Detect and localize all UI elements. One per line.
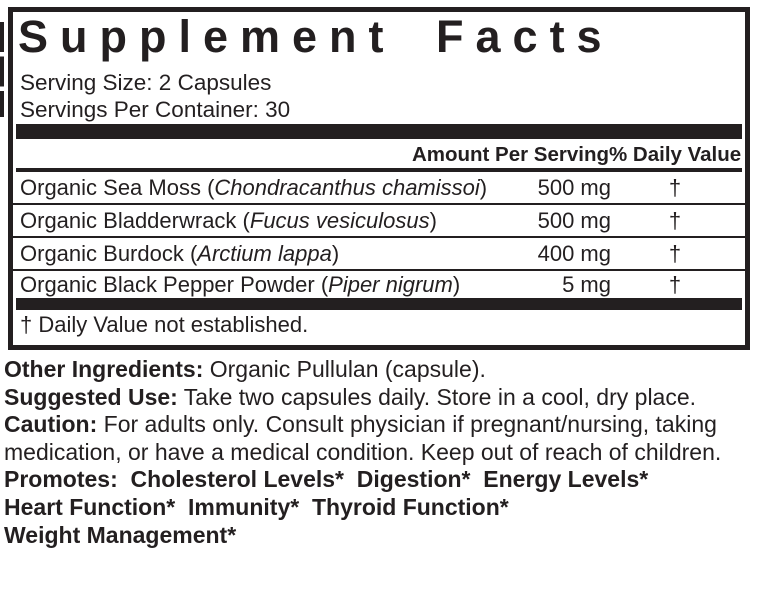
thick-divider-top [16, 124, 742, 139]
panel-title: Supplement Facts [18, 11, 614, 62]
ingredient-row-burdock [13, 238, 745, 271]
ingredient-daily-value: † [668, 175, 682, 200]
suggested-use-label: Suggested Use: [4, 383, 178, 410]
ingredient-latin-name: Piper nigrum [328, 272, 453, 297]
ingredient-latin-name: Chondracanthus chamissoi [214, 175, 480, 200]
ingredient-name-suffix: ) [479, 175, 488, 200]
ingredient-common-name: Organic Bladderwrack ( [20, 208, 250, 233]
ingredient-amount: 500 mg [537, 175, 611, 200]
promotes-text-line-1: Cholesterol Levels* Digestion* Energy Levels* [117, 466, 649, 493]
other-ingredients-line [4, 356, 770, 384]
other-ingredients-text: Organic Pullulan (capsule). [203, 356, 486, 382]
caution-label: Caution: [4, 411, 98, 438]
ingredient-daily-value: † [668, 208, 682, 233]
ingredient-name [13, 239, 506, 268]
other-ingredients-label: Other Ingredients: [4, 356, 204, 382]
ingredient-row-black-pepper [13, 271, 745, 298]
caution-line-2: medication, or have a medical condition. Keep out of reach of children. [4, 438, 722, 465]
column-header-row [13, 143, 745, 167]
ingredient-row-bladderwrack [13, 205, 745, 238]
daily-value-footnote: † Daily Value not established. [20, 312, 309, 337]
ingredient-common-name: Organic Sea Moss ( [20, 175, 215, 200]
crop-mark-strip [0, 22, 4, 117]
caution-text-line-1: For adults only. Consult physician if pregnant/nursing, taking [97, 411, 717, 438]
ingredient-row-sea-moss [13, 172, 745, 205]
ingredient-common-name: Organic Black Pepper Powder ( [20, 272, 329, 297]
ingredient-amount: 5 mg [562, 272, 611, 297]
ingredient-common-name: Organic Burdock ( [20, 241, 198, 266]
label-info-section [4, 356, 770, 549]
suggested-use-text: Take two capsules daily. Store in a cool, dry place. [177, 383, 697, 410]
ingredient-name-suffix: ) [429, 208, 437, 233]
supplement-facts-panel [8, 7, 750, 350]
ingredient-amount: 400 mg [537, 241, 611, 266]
ingredient-name [13, 206, 506, 235]
caution-line-1 [4, 411, 770, 439]
daily-value-header: % Daily Value [609, 143, 742, 166]
serving-size: Serving Size: 2 Capsules [20, 70, 272, 95]
suggested-use-line [4, 384, 770, 412]
servings-per-container: Servings Per Container: 30 [20, 97, 291, 122]
ingredient-name-suffix: ) [452, 272, 461, 297]
promotes-label: Promotes: [4, 466, 118, 493]
ingredient-latin-name: Arctium lappa [197, 241, 332, 266]
ingredient-daily-value: † [668, 241, 682, 266]
ingredient-amount: 500 mg [537, 208, 611, 233]
ingredient-name-suffix: ) [331, 241, 340, 266]
ingredient-name [13, 173, 506, 202]
promotes-line-3: Weight Management* [4, 521, 237, 548]
ingredient-name [13, 270, 506, 299]
ingredient-latin-name: Fucus vesiculosus [249, 208, 430, 233]
ingredient-daily-value: † [668, 272, 682, 297]
amount-per-serving-header: Amount Per Serving [411, 143, 609, 166]
thick-divider-bottom [16, 298, 742, 310]
promotes-line-1 [4, 466, 770, 494]
promotes-line-2: Heart Function* Immunity* Thyroid Function* [4, 493, 509, 520]
